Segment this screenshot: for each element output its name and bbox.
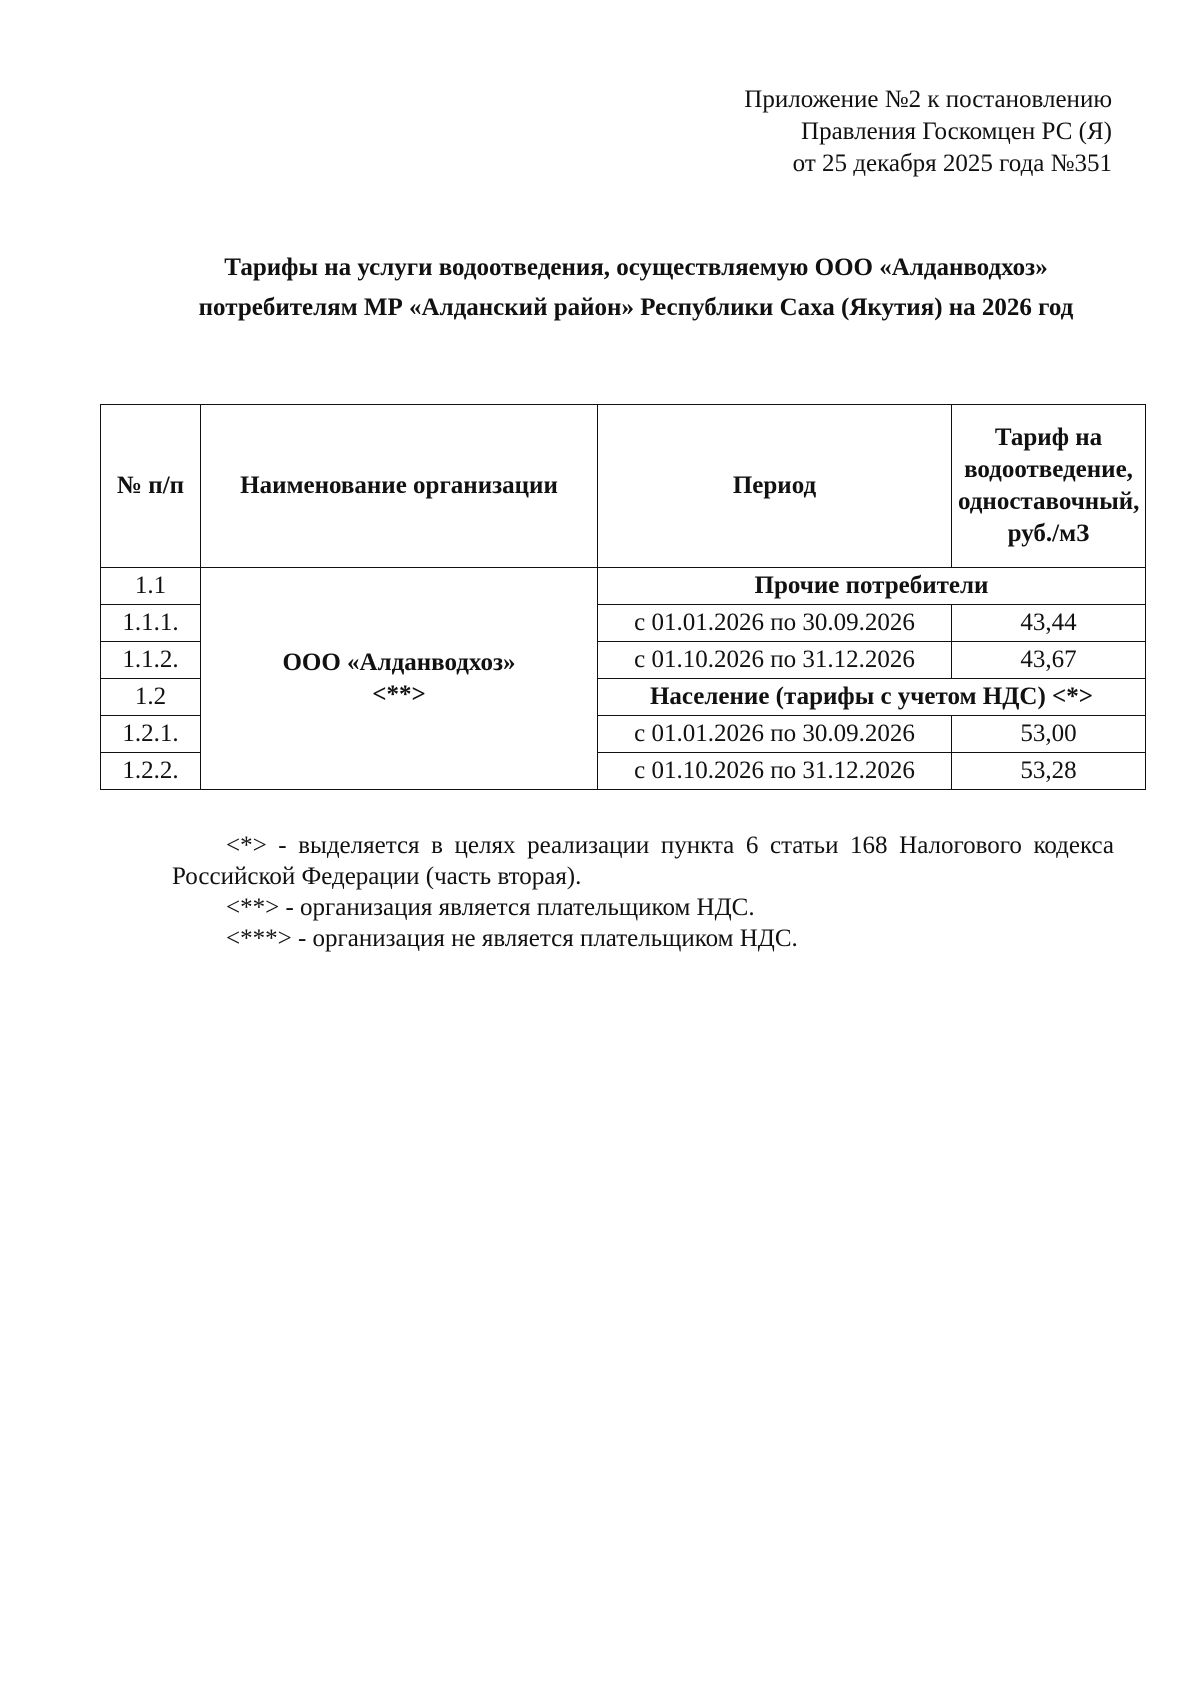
row-num: 1.2.1. — [101, 716, 201, 753]
table-header-row — [101, 405, 1146, 568]
header-tariff: Тариф на водоотведение, одноставочный, руб./мЗ — [952, 405, 1146, 568]
row-num: 1.1.1. — [101, 605, 201, 642]
group-label: Население (тарифы с учетом НДС) <*> — [598, 679, 1146, 716]
header-line-2: Правления Госкомцен РС (Я) — [801, 118, 1112, 145]
row-num: 1.2.2. — [101, 753, 201, 790]
header-num: № п/п — [101, 405, 201, 568]
table-row — [101, 568, 1146, 605]
row-num: 1.1.2. — [101, 642, 201, 679]
row-tariff: 43,44 — [952, 605, 1146, 642]
row-period: с 01.01.2026 по 30.09.2026 — [598, 605, 952, 642]
tariff-table — [100, 404, 1146, 790]
row-period: с 01.10.2026 по 31.12.2026 — [598, 642, 952, 679]
header-line-3: от 25 декабря 2025 года №351 — [792, 150, 1112, 177]
document-title: Тарифы на услуги водоотведения, осуществляемую ООО «Алданводхоз» потребителям МР «Алданский район» Республики Саха (Якутия) на 2026 год — [198, 254, 1074, 321]
row-period: с 01.01.2026 по 30.09.2026 — [598, 716, 952, 753]
organization-cell — [201, 568, 598, 790]
group-label: Прочие потребители — [598, 568, 1146, 605]
document-header — [744, 84, 1112, 180]
row-num: 1.1 — [101, 568, 201, 605]
footnote-3: <***> - организация не является плательщиком НДС. — [226, 925, 798, 952]
row-tariff: 43,67 — [952, 642, 1146, 679]
footnotes — [172, 830, 1114, 954]
row-tariff: 53,00 — [952, 716, 1146, 753]
organization-mark: <**> — [372, 680, 426, 708]
header-line-1: Приложение №2 к постановлению — [744, 86, 1112, 113]
header-period: Период — [598, 405, 952, 568]
row-tariff: 53,28 — [952, 753, 1146, 790]
row-period: с 01.10.2026 по 31.12.2026 — [598, 753, 952, 790]
organization-name: ООО «Алданводхоз» — [282, 648, 516, 676]
header-organization: Наименование организации — [201, 405, 598, 568]
footnote-2: <**> - организация является плательщиком НДС. — [226, 894, 755, 921]
footnote-1: <*> - выделяется в целях реализации пункта 6 статьи 168 Налогового кодекса Российской Федерации (часть вторая). — [172, 832, 1114, 890]
row-num: 1.2 — [101, 679, 201, 716]
